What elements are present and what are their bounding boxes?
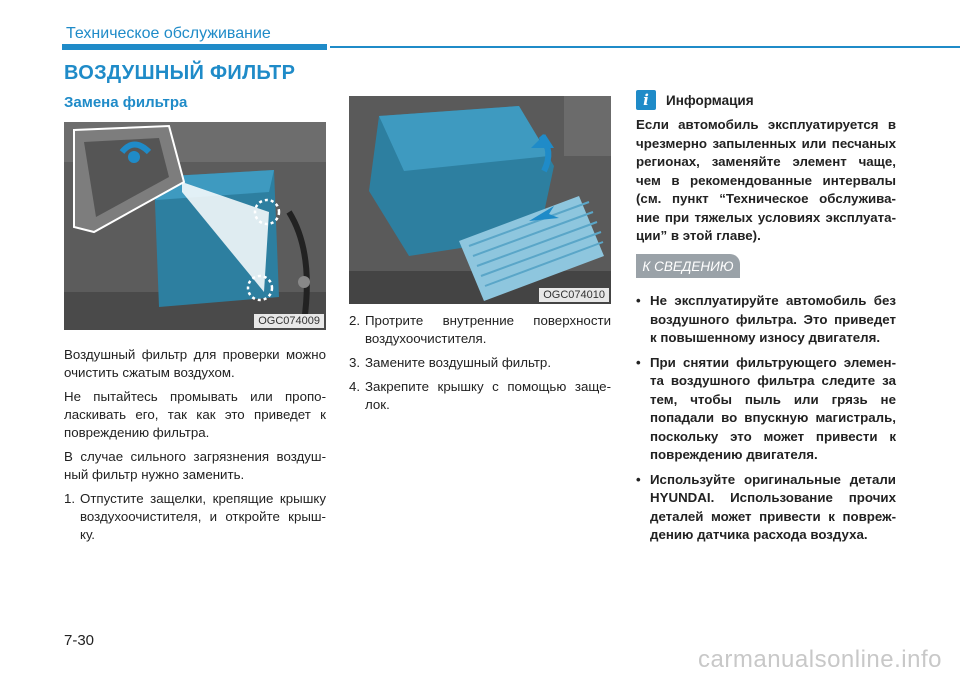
bullet-icon: • (636, 471, 641, 487)
info-icon: i (636, 90, 656, 110)
notice-badge: К СВЕДЕНИЮ (636, 254, 740, 278)
step-text: Замените воздушный фильтр. (365, 355, 552, 370)
figure-2-illustration (349, 96, 611, 304)
bullet-text: При снятии фильтрующего элемен-та воздушного фильтра следите за тем, чтобы пыль или грязь не попадали во впускную магистраль, поскольку это может привести к повреждению двигателя. (650, 354, 896, 462)
step-item (64, 490, 326, 544)
bullet-icon: • (636, 293, 641, 308)
figure-air-filter-element (349, 96, 611, 304)
step-number: 1. (64, 491, 76, 506)
step-number: 2. (349, 313, 361, 328)
step-text: Протрите внутренние поверхности воздухоочистителя. (365, 313, 611, 346)
section-subtitle: Замена фильтра (64, 94, 188, 111)
bullet-item (636, 471, 896, 545)
step-item (349, 378, 611, 414)
figure-2-label: OGC074010 (539, 288, 609, 302)
figure-1-label: OGC074009 (254, 314, 324, 328)
left-column-text (64, 346, 326, 550)
header-bar-right (330, 46, 960, 48)
notice-bullets (636, 292, 896, 551)
step-number: 3. (349, 355, 361, 370)
step-text: Закрепите крышку с помощью заще-лок. (365, 379, 611, 412)
middle-column-text (349, 312, 611, 420)
bullet-item (636, 354, 896, 465)
page-title: ВОЗДУШНЫЙ ФИЛЬТР (64, 62, 296, 84)
section-header-title: Техническое обслуживание (66, 25, 271, 42)
step-item (349, 312, 611, 348)
bullet-text: Используйте оригинальные детали HYUNDAI. Использование прочих деталей может привести к повреж-дению датчика расхода воздуха. (650, 471, 896, 542)
figure-air-filter-latches (64, 122, 326, 330)
info-title: Информация (666, 92, 754, 108)
paragraph: Не пытайтесь промывать или пропо-ласкивать его, так как это приведет к повреждению фильтра. (64, 389, 326, 440)
step-text: Отпустите защелки, крепящие крышку воздухоочистителя, и откройте крыш-ку. (80, 491, 326, 542)
paragraph: Воздушный фильтр для проверки можно очистить сжатым воздухом. (64, 347, 326, 380)
header-bar-left (62, 44, 327, 50)
watermark: carmanualsonline.info (698, 646, 942, 673)
bullet-icon: • (636, 354, 641, 370)
page-number: 7-30 (64, 632, 95, 649)
info-header (636, 90, 754, 110)
figure-1-illustration (64, 122, 326, 330)
step-item (349, 354, 611, 372)
bullet-item (636, 292, 896, 348)
bullet-text: Не эксплуатируйте автомобиль без воздушного фильтра. Это приведет к повышенному износу двигателя. (650, 293, 896, 345)
paragraph: В случае сильного загрязнения воздуш-ный фильтр нужно заменить. (64, 449, 326, 482)
step-number: 4. (349, 379, 361, 394)
info-text: Если автомобиль эксплуатируется в чрезмерно запыленных или песчаных регионах, заменяйте элемент чаще, чем в рекомендованные интервалы (см. пункт “Техническое обслужива-ние при тяжелых условиях эксплуата-ции” в этой главе). (636, 117, 896, 243)
